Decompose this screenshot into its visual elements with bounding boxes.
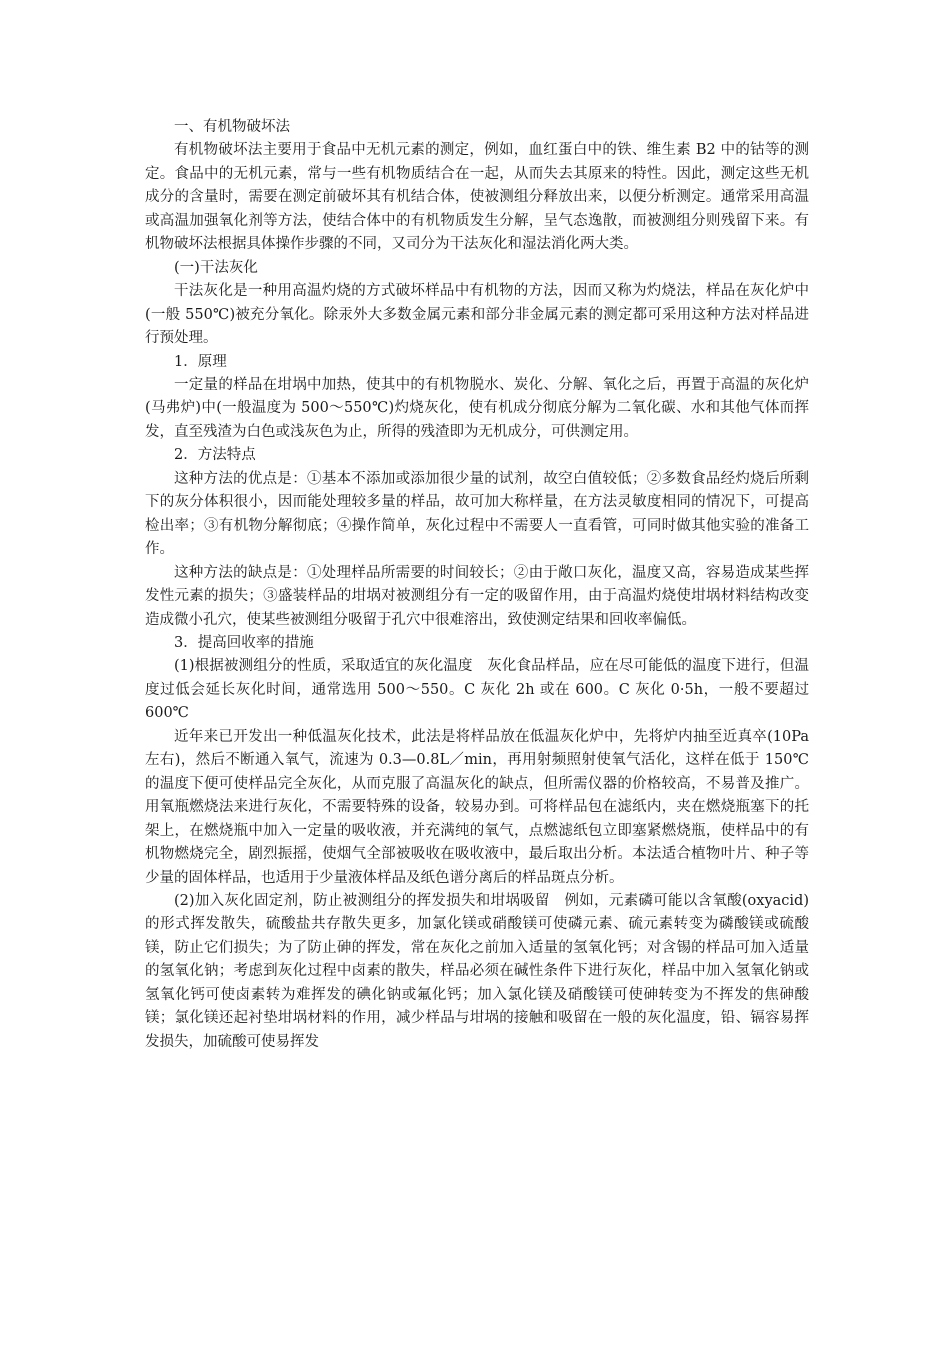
subsection-heading: 2．方法特点 <box>174 447 256 464</box>
paragraph: (1)根据被测组分的性质，采取适宜的灰化温度 灰化食品样品，应在尽可能低的温度下进行，但温度过低会延长灰化时间，通常选用 500～550。C 灰化 2h 或在 600。C 灰化 0·5h，一般不要超过 600℃ <box>145 658 809 722</box>
subsection-heading: (一)干法灰化 <box>174 259 258 276</box>
paragraph: 干法灰化是一种用高温灼烧的方式破坏样品中有机物的方法，因而又称为灼烧法，样品在灰化炉中(一般 550℃)被充分氧化。除汞外大多数金属元素和部分非金属元素的测定都可采用这种方法对样品进行预处理。 <box>145 283 809 347</box>
paragraph: 有机物破坏法主要用于食品中无机元素的测定，例如，血红蛋白中的铁、维生素 B2 中的钴等的测定。食品中的无机元素，常与一些有机物质结合在一起，从而失去其原来的特性。因此，测定这些无机成分的含量时，需要在测定前破坏其有机结合体，使被测组分释放出来，以便分析测定。通常采用高温或高温加强氧化剂等方法，使结合体中的有机物质发生分解，呈气态逸散，而被测组分则残留下来。有机物破坏法根据具体操作步骤的不同，又司分为干法灰化和湿法消化两大类。 <box>145 142 809 253</box>
subsection-heading: 3．提高回收率的措施 <box>174 634 314 651</box>
paragraph: 一定量的样品在坩埚中加热，使其中的有机物脱水、炭化、分解、氧化之后，再置于高温的灰化炉(马弗炉)中(一般温度为 500～550℃)灼烧灰化，使有机成分彻底分解为二氧化碳、水和其他气体而挥发，直至残渣为白色或浅灰色为止，所得的残渣即为无机成分，可供测定用。 <box>145 376 809 440</box>
paragraph: 这种方法的优点是：①基本不添加或添加很少量的试剂，故空白值较低；②多数食品经灼烧后所剩下的灰分体积很小，因而能处理较多量的样品，故可加大称样量，在方法灵敏度相同的情况下，可提高检出率；③有机物分解彻底；④操作简单，灰化过程中不需要人一直看管，可同时做其他实验的准备工作。 <box>145 470 809 558</box>
paragraph: (2)加入灰化固定剂，防止被测组分的挥发损失和坩埚吸留 例如，元素磷可能以含氧酸(oxyacid)的形式挥发散失，硫酸盐共存散失更多，加氯化镁或硝酸镁可使磷元素、硫元素转变为磷酸镁或硫酸镁，防止它们损失；为了防止砷的挥发，常在灰化之前加入适量的氢氧化钙；对含锡的样品可加入适量的氢氧化钠；考虑到灰化过程中卤素的散失，样品必须在碱性条件下进行灰化，样品中加入氢氧化钠或氢氧化钙可使卤素转为难挥发的碘化钠或氟化钙；加入氯化镁及硝酸镁可使砷转变为不挥发的焦砷酸镁；氯化镁还起衬垫坩埚材料的作用，减少样品与坩埚的接触和吸留在一般的灰化温度，铅、镉容易挥发损失，加硫酸可使易挥发 <box>145 892 809 1050</box>
paragraph: 近年来已开发出一种低温灰化技术，此法是将样品放在低温灰化炉中，先将炉内抽至近真卒(10Pa 左右)，然后不断通入氧气，流速为 0.3—0.8L／min，再用射频照射使氧气活化，这样在低于 150℃的温度下便可使样品完全灰化，从而克服了高温灰化的缺点，但所需仪器的价格较高，不易普及推广。用氧瓶燃烧法来进行灰化，不需要特殊的设备，较易办到。可将样品包在滤纸内，夹在燃烧瓶塞下的托架上，在燃烧瓶中加入一定量的吸收液，并充满纯的氧气，点燃滤纸包立即塞紧燃烧瓶，使样品中的有机物燃烧完全，剧烈振摇，使烟气全部被吸收在吸收液中，最后取出分析。本法适合植物叶片、种子等少量的固体样品，也适用于少量液体样品及纸色谱分离后的样品斑点分析。 <box>145 728 809 886</box>
paragraph: 这种方法的缺点是：①处理样品所需要的时间较长；②由于敞口灰化，温度又高，容易造成某些挥发性元素的损失；③盛装样品的坩埚对被测组分有一定的吸留作用，由于高温灼烧使坩埚材料结构改变造成微小孔穴，使某些被测组分吸留于孔穴中很难溶出，致使测定结果和回收率偏低。 <box>145 564 809 628</box>
document-page <box>145 116 809 1054</box>
section-heading: 一、有机物破坏法 <box>174 119 290 135</box>
subsection-heading: 1．原理 <box>174 353 227 370</box>
